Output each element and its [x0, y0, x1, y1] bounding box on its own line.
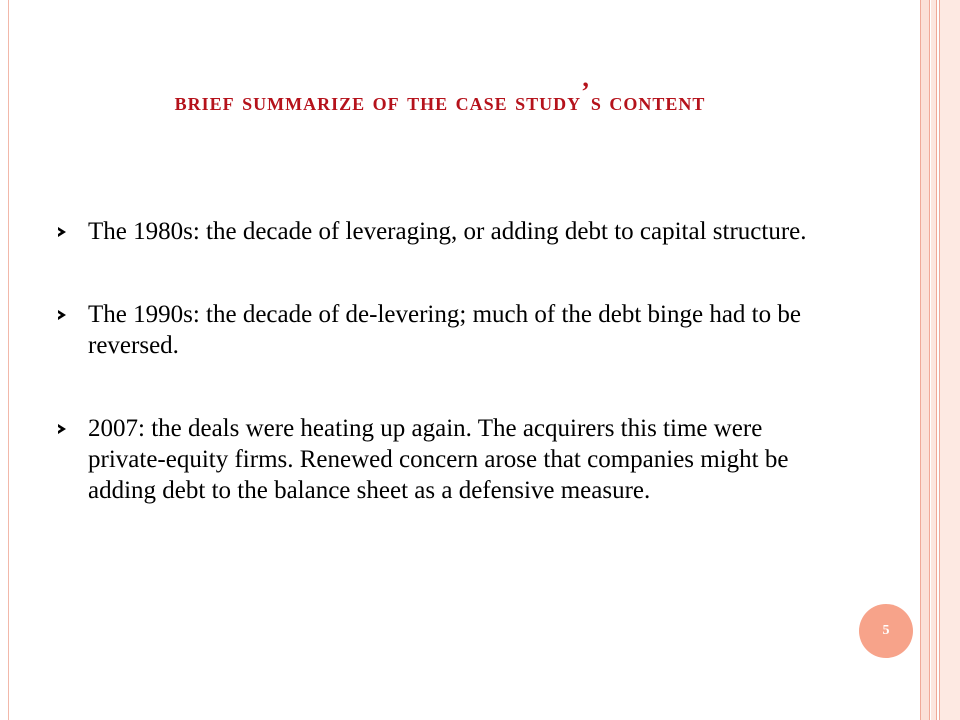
- page-number: 5: [882, 623, 890, 638]
- bullet-text: The 1980s: the decade of leveraging, or adding debt to capital structure.: [88, 218, 807, 245]
- left-border-line: [8, 0, 9, 720]
- slide-title: [40, 76, 840, 128]
- slide-title-part2: s content: [590, 87, 706, 116]
- right-decorative-stripe: [939, 0, 960, 720]
- arrowhead-bullet-icon: [58, 227, 66, 237]
- slide-title-apostrophe: ’: [581, 77, 591, 106]
- page-number-badge: [859, 604, 913, 658]
- bullet-text: 2007: the deals were heating up again. The acquirers this time were private-equity firms. Renewed concern arose that companies might be adding debt to the balance sheet as a defensive measure.: [88, 415, 789, 504]
- bullet-item: [58, 216, 818, 247]
- bullet-item: [58, 413, 818, 506]
- bullet-text: The 1990s: the decade of de-levering; much of the debt binge had to be reversed.: [88, 301, 801, 359]
- slide-title-part1: brief summarize of the case study: [174, 87, 582, 116]
- arrowhead-bullet-icon: [58, 310, 66, 320]
- right-decorative-stripe: [920, 0, 930, 720]
- bullet-item: [58, 299, 818, 361]
- arrowhead-bullet-icon: [58, 424, 66, 434]
- right-decorative-stripe: [931, 0, 937, 720]
- bullet-list: [58, 216, 818, 558]
